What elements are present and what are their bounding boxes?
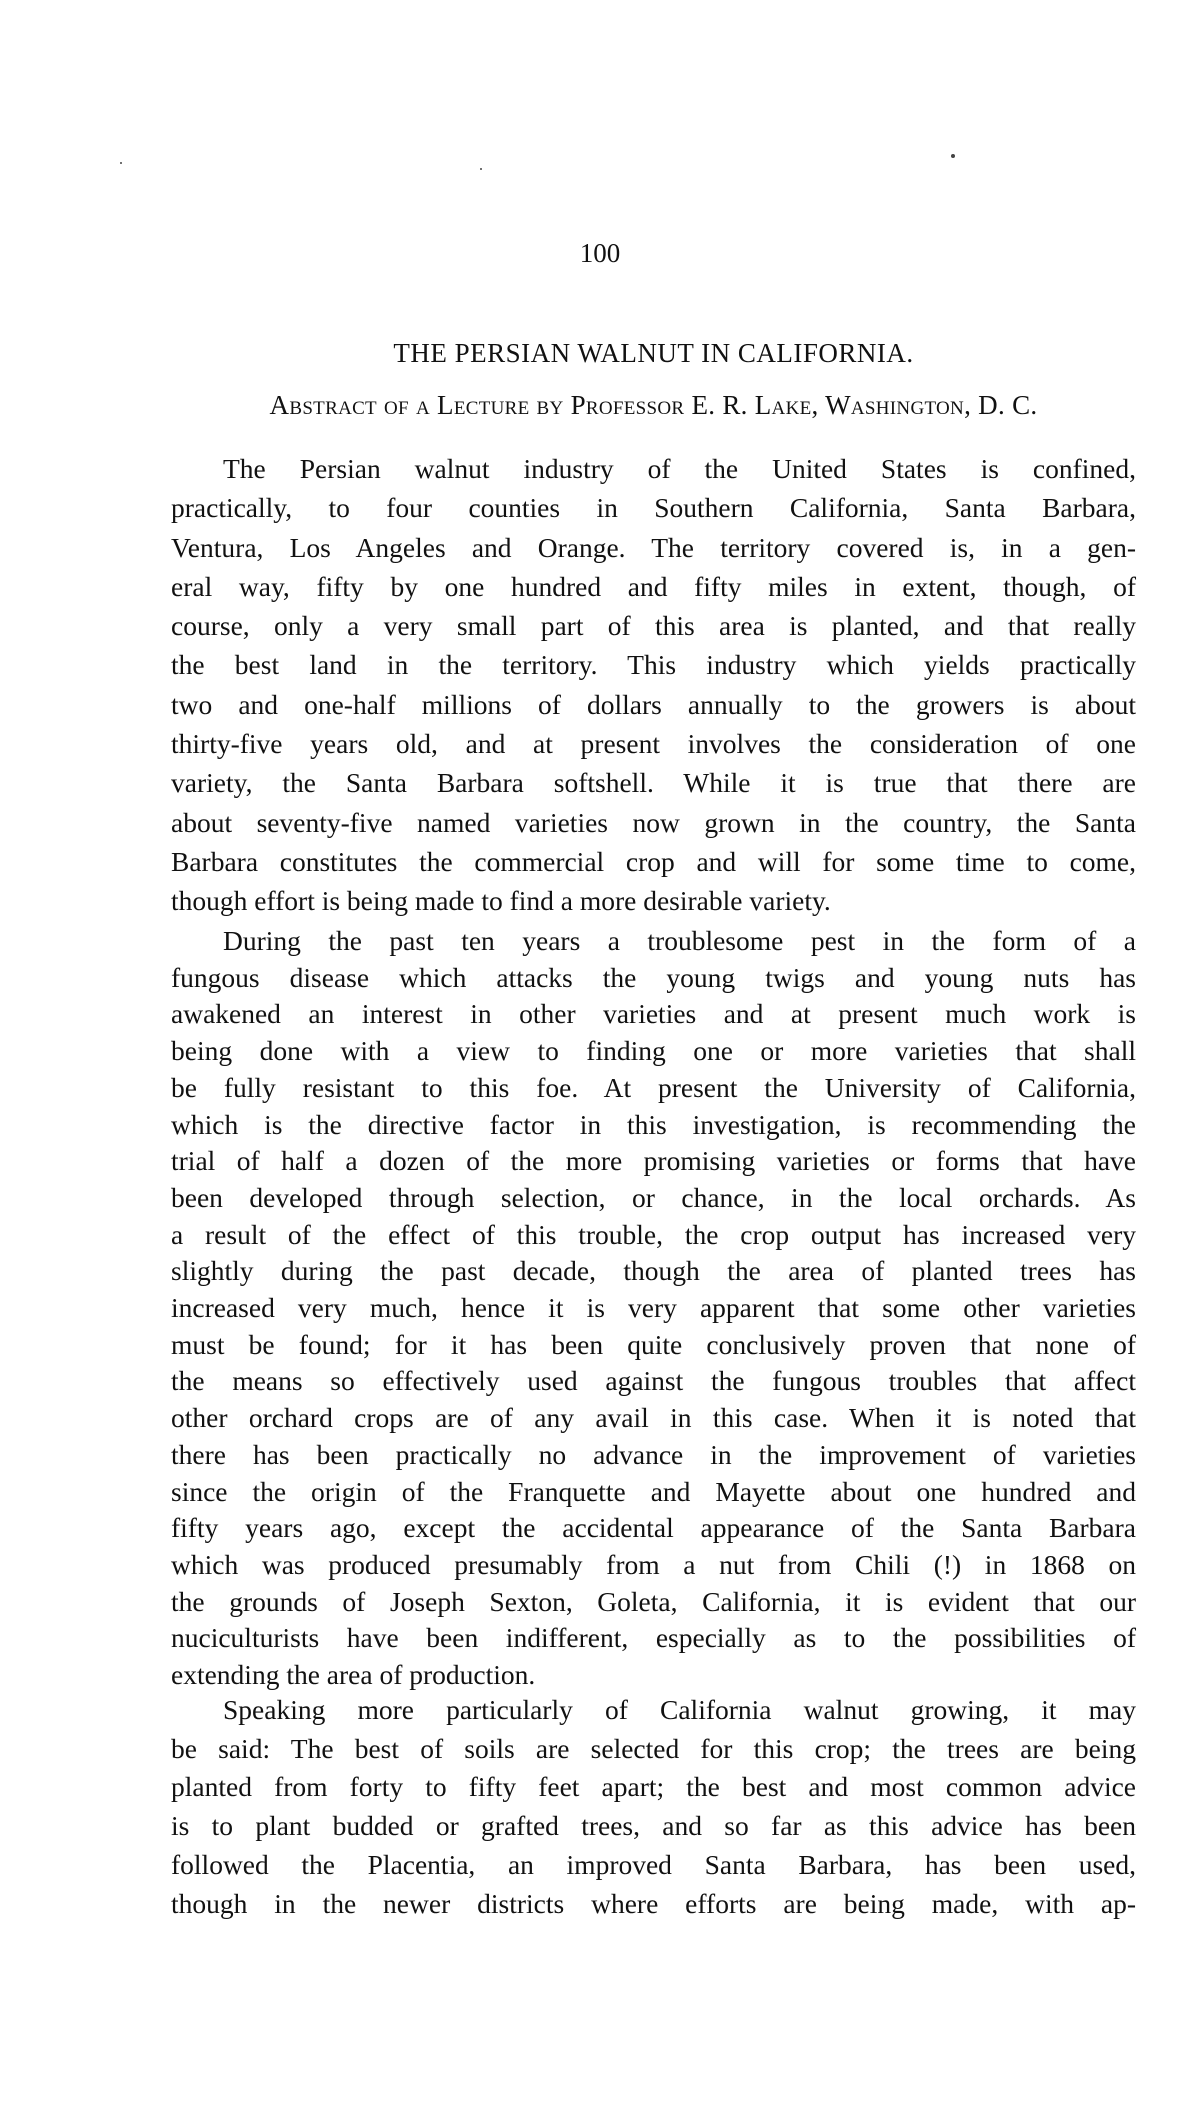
text-line: nuciculturists have been indifferent, especially as to the possibilities of <box>171 1622 1136 1654</box>
text-line: fungous disease which attacks the young twigs and young nuts has <box>171 961 1136 993</box>
text-line: though in the newer districts where efforts are being made, with ap- <box>171 1887 1136 1919</box>
text-line: about seventy-five named varieties now grown in the country, the Santa <box>171 806 1136 838</box>
text-line: there has been practically no advance in the improvement of varieties <box>171 1438 1136 1470</box>
text-line: course, only a very small part of this area is planted, and that really <box>171 610 1136 642</box>
text-line: two and one-half millions of dollars annually to the growers is about <box>171 688 1136 720</box>
text-line: extending the area of production. <box>171 1659 536 1691</box>
text-line: the best land in the territory. This industry which yields practically <box>171 649 1136 681</box>
text-line: be fully resistant to this foe. At present the University of California, <box>171 1071 1136 1103</box>
text-line: practically, to four counties in Southern California, Santa Barbara, <box>171 492 1136 524</box>
text-line: is to plant budded or grafted trees, and so far as this advice has been <box>171 1810 1136 1842</box>
text-line: increased very much, hence it is very apparent that some other varieties <box>171 1292 1136 1324</box>
scan-speck <box>480 168 482 170</box>
text-line: planted from forty to fifty feet apart; the best and most common advice <box>171 1771 1136 1803</box>
paragraph-2 <box>171 923 1136 1694</box>
text-line: During the past ten years a troublesome pest in the form of a <box>223 925 1136 956</box>
text-line: Barbara constitutes the commercial crop and will for some time to come, <box>171 845 1136 877</box>
text-line: the grounds of Joseph Sexton, Goleta, California, it is evident that our <box>171 1585 1136 1617</box>
text-line: which is the directive factor in this investigation, is recommending the <box>171 1108 1136 1140</box>
text-line: though effort is being made to find a more desirable variety. <box>171 885 831 917</box>
text-line: Ventura, Los Angeles and Orange. The territory covered is, in a gen- <box>171 531 1136 563</box>
text-line: other orchard crops are of any avail in this case. When it is noted that <box>171 1402 1136 1434</box>
text-line: variety, the Santa Barbara softshell. While it is true that there are <box>171 767 1136 799</box>
page-number: 100 <box>579 238 621 268</box>
text-line: a result of the effect of this trouble, the crop output has increased very <box>171 1218 1136 1250</box>
text-line: being done with a view to finding one or more varieties that shall <box>171 1035 1136 1067</box>
paragraph-3 <box>171 1691 1136 1923</box>
text-line: awakened an interest in other varieties and at present much work is <box>171 998 1136 1030</box>
text-line: been developed through selection, or chance, in the local orchards. As <box>171 1181 1136 1213</box>
text-line: The Persian walnut industry of the United States is confined, <box>223 453 1136 484</box>
text-line: be said: The best of soils are selected for this crop; the trees are being <box>171 1732 1136 1764</box>
scan-speck <box>120 162 122 164</box>
text-line: which was produced presumably from a nut from Chili (!) in 1868 on <box>171 1548 1136 1580</box>
text-line: trial of half a dozen of the more promising varieties or forms that have <box>171 1145 1136 1177</box>
text-line: followed the Placentia, an improved Santa Barbara, has been used, <box>171 1848 1136 1880</box>
scan-speck <box>951 154 955 158</box>
text-line: eral way, fifty by one hundred and fifty miles in extent, though, of <box>171 570 1136 602</box>
paragraph-1 <box>171 449 1136 921</box>
text-line: thirty-five years old, and at present involves the consideration of one <box>171 728 1136 760</box>
text-line: Speaking more particularly of California walnut growing, it may <box>223 1694 1136 1725</box>
text-line: the means so effectively used against the fungous troubles that affect <box>171 1365 1136 1397</box>
text-line: must be found; for it has been quite conclusively proven that none of <box>171 1328 1136 1360</box>
article-title: THE PERSIAN WALNUT IN CALIFORNIA. <box>393 338 914 368</box>
text-line: since the origin of the Franquette and Mayette about one hundred and <box>171 1475 1136 1507</box>
text-line: slightly during the past decade, though the area of planted trees has <box>171 1255 1136 1287</box>
article-subtitle: Abstract of a Lecture by Professor E. R. Lake, Washington, D. C. <box>269 390 1038 420</box>
text-line: fifty years ago, except the accidental appearance of the Santa Barbara <box>171 1512 1136 1544</box>
